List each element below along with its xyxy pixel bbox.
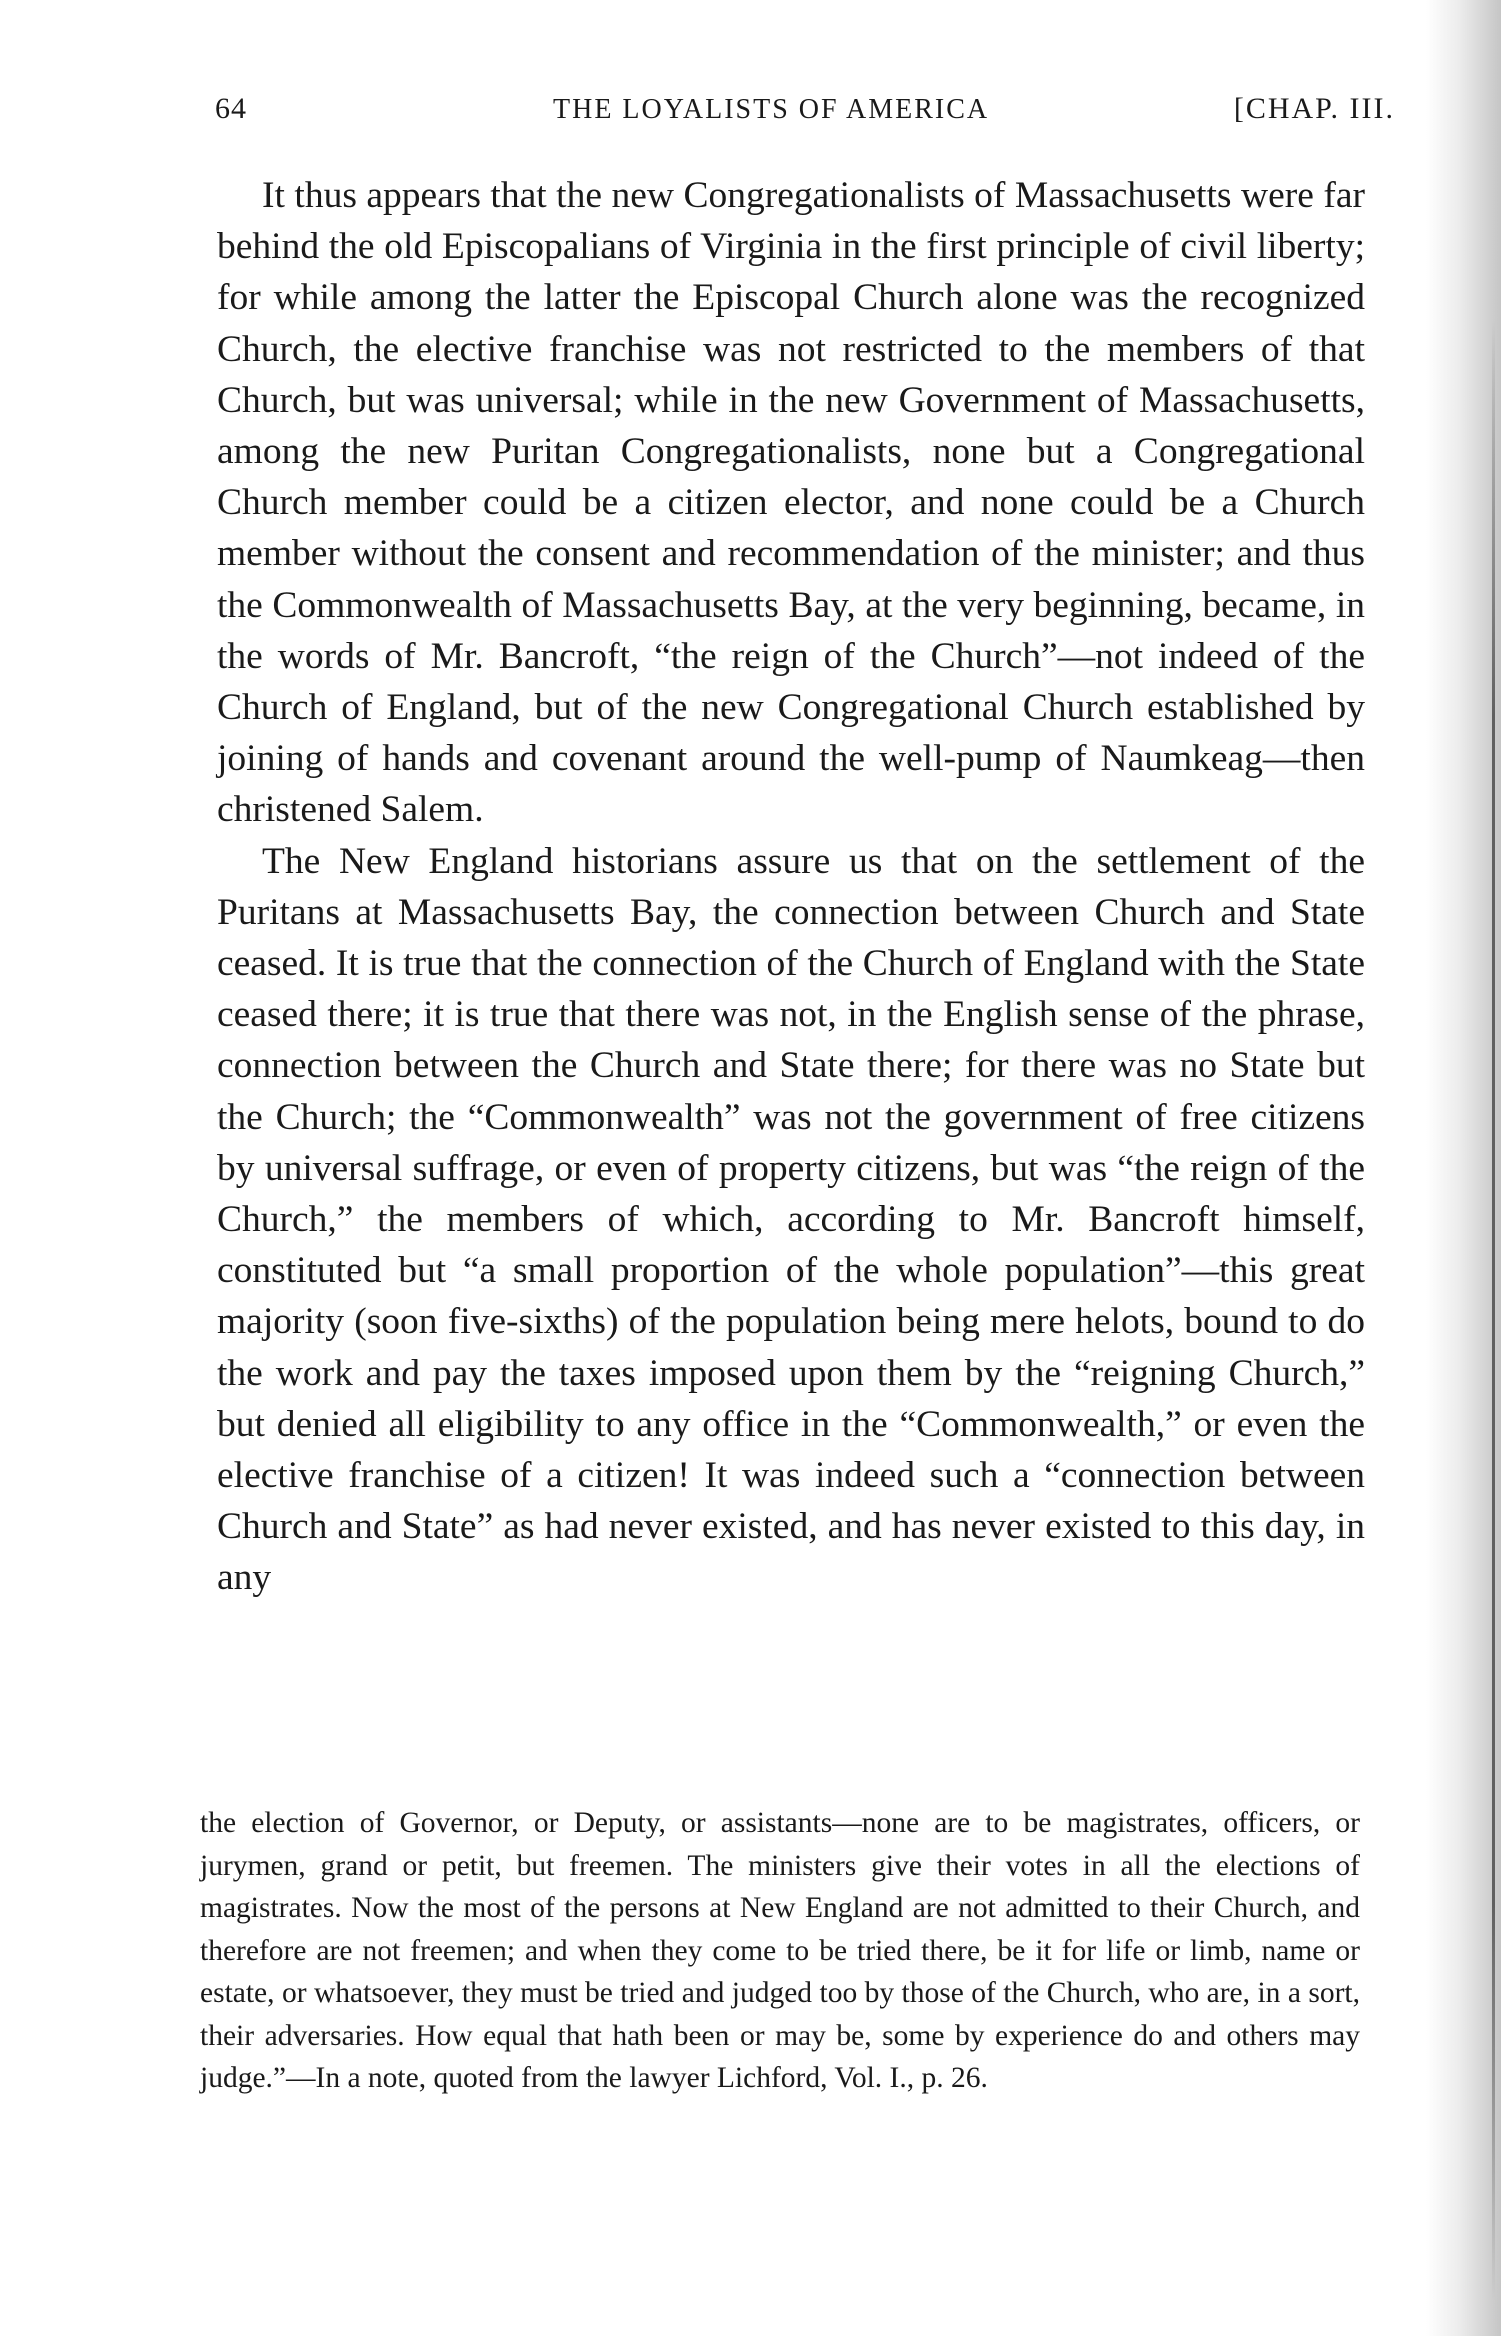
footnote: [200, 1802, 1360, 2100]
main-text: [217, 170, 1365, 1604]
chapter-reference: [CHAP. III.: [1233, 92, 1395, 125]
page-edge-shadow: [1426, 0, 1501, 2336]
paragraph: It thus appears that the new Congregationalists of Massachusetts were far behind the old Episcopalians of Virginia in the first principle of civil liberty; for while among the latter the Episcopal Church alone was the recognized Church, the elective franchise was not restricted to the members of that Church, but was universal; while in the new Government of Massachusetts, among the new Puritan Congregationalists, none but a Congregational Church member could be a citizen elector, and none could be a Church member without the consent and recommendation of the minister; and thus the Commonwealth of Massachusetts Bay, at the very beginning, became, in the words of Mr. Bancroft, “the reign of the Church”—not indeed of the Church of England, but of the new Congregational Church established by joining of hands and covenant around the well-pump of Naumkeag—then christened Salem.: [217, 175, 1365, 831]
paragraph: The New England historians assure us that on the settlement of the Puritans at Massachusetts Bay, the connection between Church and State ceased. It is true that the connection of the Church of England with the State ceased there; it is true that there was not, in the English sense of the phrase, connection between the Church and State there; for there was no State but the Church; the “Commonwealth” was not the government of free citizens by universal suffrage, or even of property citizens, but was “the reign of the Church,” the members of which, according to Mr. Bancroft himself, constituted but “a small proportion of the whole population”—this great majority (soon five-sixths) of the population being mere helots, bound to do the work and pay the taxes imposed upon them by the “reigning Church,” but denied all eligibility to any office in the “Commonwealth,” or even the elective franchise of a citizen! It was indeed such a “connection between Church and State” as had never existed, and has never existed to this day, in any: [217, 840, 1365, 1599]
running-title: THE LOYALISTS OF AMERICA: [553, 94, 990, 125]
running-header: [215, 92, 1395, 132]
page-edge-line: [1492, 320, 1495, 2300]
footnote-text: the election of Governor, or Deputy, or assistants—none are to be magistrates, officers, or jurymen, grand or petit, but freemen. The ministers give their votes in all the elections of magistrates. Now the most of the persons at New England are not admitted to their Church, and therefore are not freemen; and when they come to be tried there, be it for life or limb, name or estate, or whatsoever, they must be tried and judged too by those of the Church, who are, in a sort, their adversaries. How equal that hath been or may be, some by experience do and others may judge.”—In a note, quoted from the lawyer Lichford, Vol. I., p. 26.: [200, 1807, 1360, 2094]
page-number: 64: [215, 92, 247, 125]
